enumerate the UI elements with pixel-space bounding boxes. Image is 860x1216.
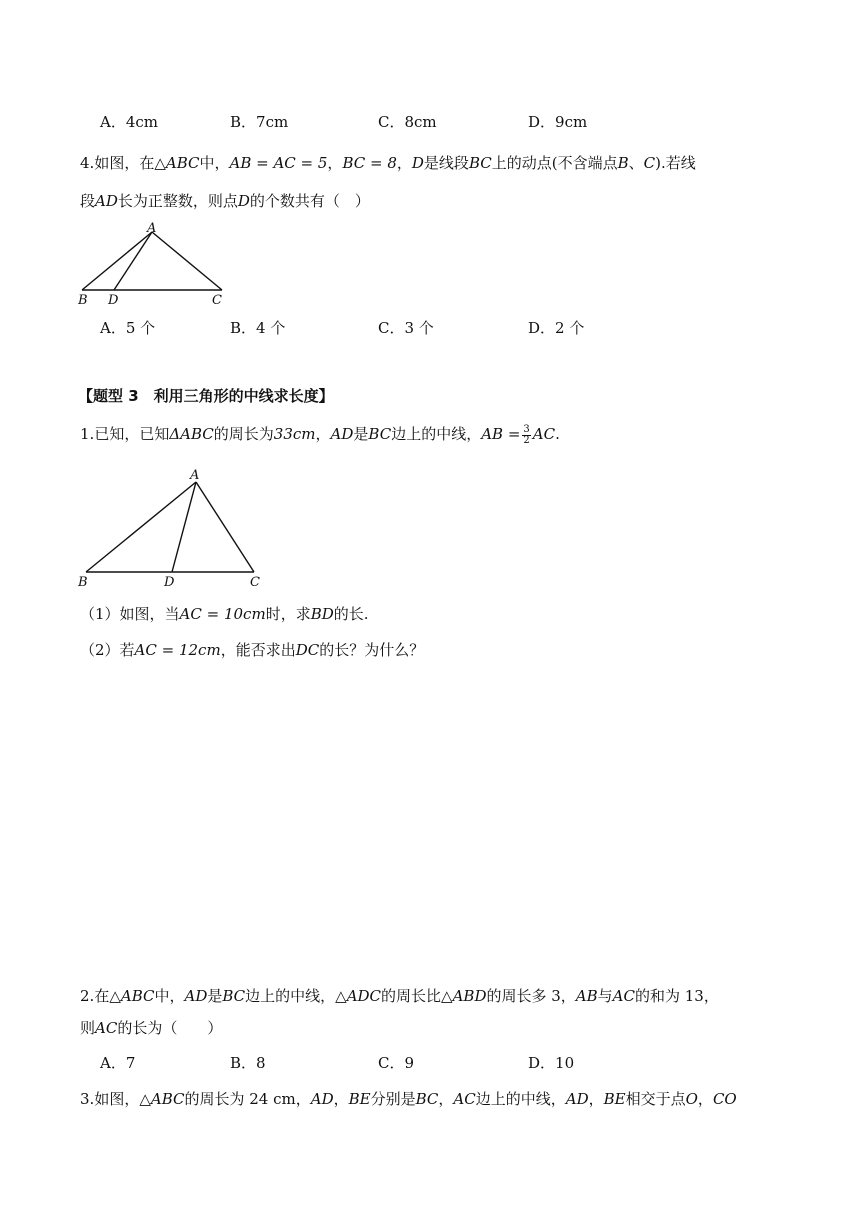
q4-line-2: 段AD长为正整数，则点D的个数共有（ ） (80, 192, 370, 210)
label-d: D (108, 293, 119, 308)
option-b: B．4 个 (230, 319, 286, 337)
label-b: B (78, 293, 88, 308)
label-a: A (147, 221, 157, 236)
option-a: A．5 个 (100, 319, 156, 337)
option-d: D．2 个 (528, 319, 585, 337)
option-a: A．7 (100, 1054, 136, 1072)
label-b: B (78, 575, 88, 590)
option-b: B．7cm (230, 113, 289, 131)
p2-line-2: 则AC的长为（ ） (80, 1019, 223, 1037)
option-b: B．8 (230, 1054, 266, 1072)
p1-subquestion-2: （2）若AC = 12cm，能否求出DC的长？为什么？ (80, 641, 425, 659)
label-a: A (190, 468, 200, 483)
p1-subquestion-1: （1）如图，当AC = 10cm时，求BD的长. (80, 605, 369, 623)
option-d: D．10 (528, 1054, 575, 1072)
p2-line-1: 2.在△ABC中，AD是BC边上的中线，△ADC的周长比△ABD的周长多 3，AB与AC的和为 13， (80, 987, 719, 1005)
label-d: D (164, 575, 175, 590)
q4-line-1: 4.如图，在△ABC中，AB = AC = 5，BC = 8，D是线段BC上的动点(不含端点B、C).若线 (80, 154, 696, 172)
label-c: C (250, 575, 260, 590)
option-d: D．9cm (528, 113, 588, 131)
option-c: C．3 个 (378, 319, 434, 337)
option-c: C．9 (378, 1054, 415, 1072)
option-a: A．4cm (100, 113, 159, 131)
label-c: C (212, 293, 222, 308)
q4-triangle-figure (72, 220, 232, 308)
section-heading: 【题型 3 利用三角形的中线求长度】 (78, 387, 334, 405)
option-c: C．8cm (378, 113, 437, 131)
fraction-three-halves: $\frac{3}{2}$ (523, 423, 530, 446)
p3-line-1: 3.如图，△ABC的周长为 24 cm，AD，BE分别是BC，AC边上的中线，AD，BE相交于点O，CO (80, 1090, 737, 1108)
p1-triangle-figure (72, 462, 272, 590)
p1-line-1: 1.已知，已知ΔABC的周长为33cm，AD是BC边上的中线，AB = $\frac{3}{2}$ AC. (80, 423, 560, 446)
